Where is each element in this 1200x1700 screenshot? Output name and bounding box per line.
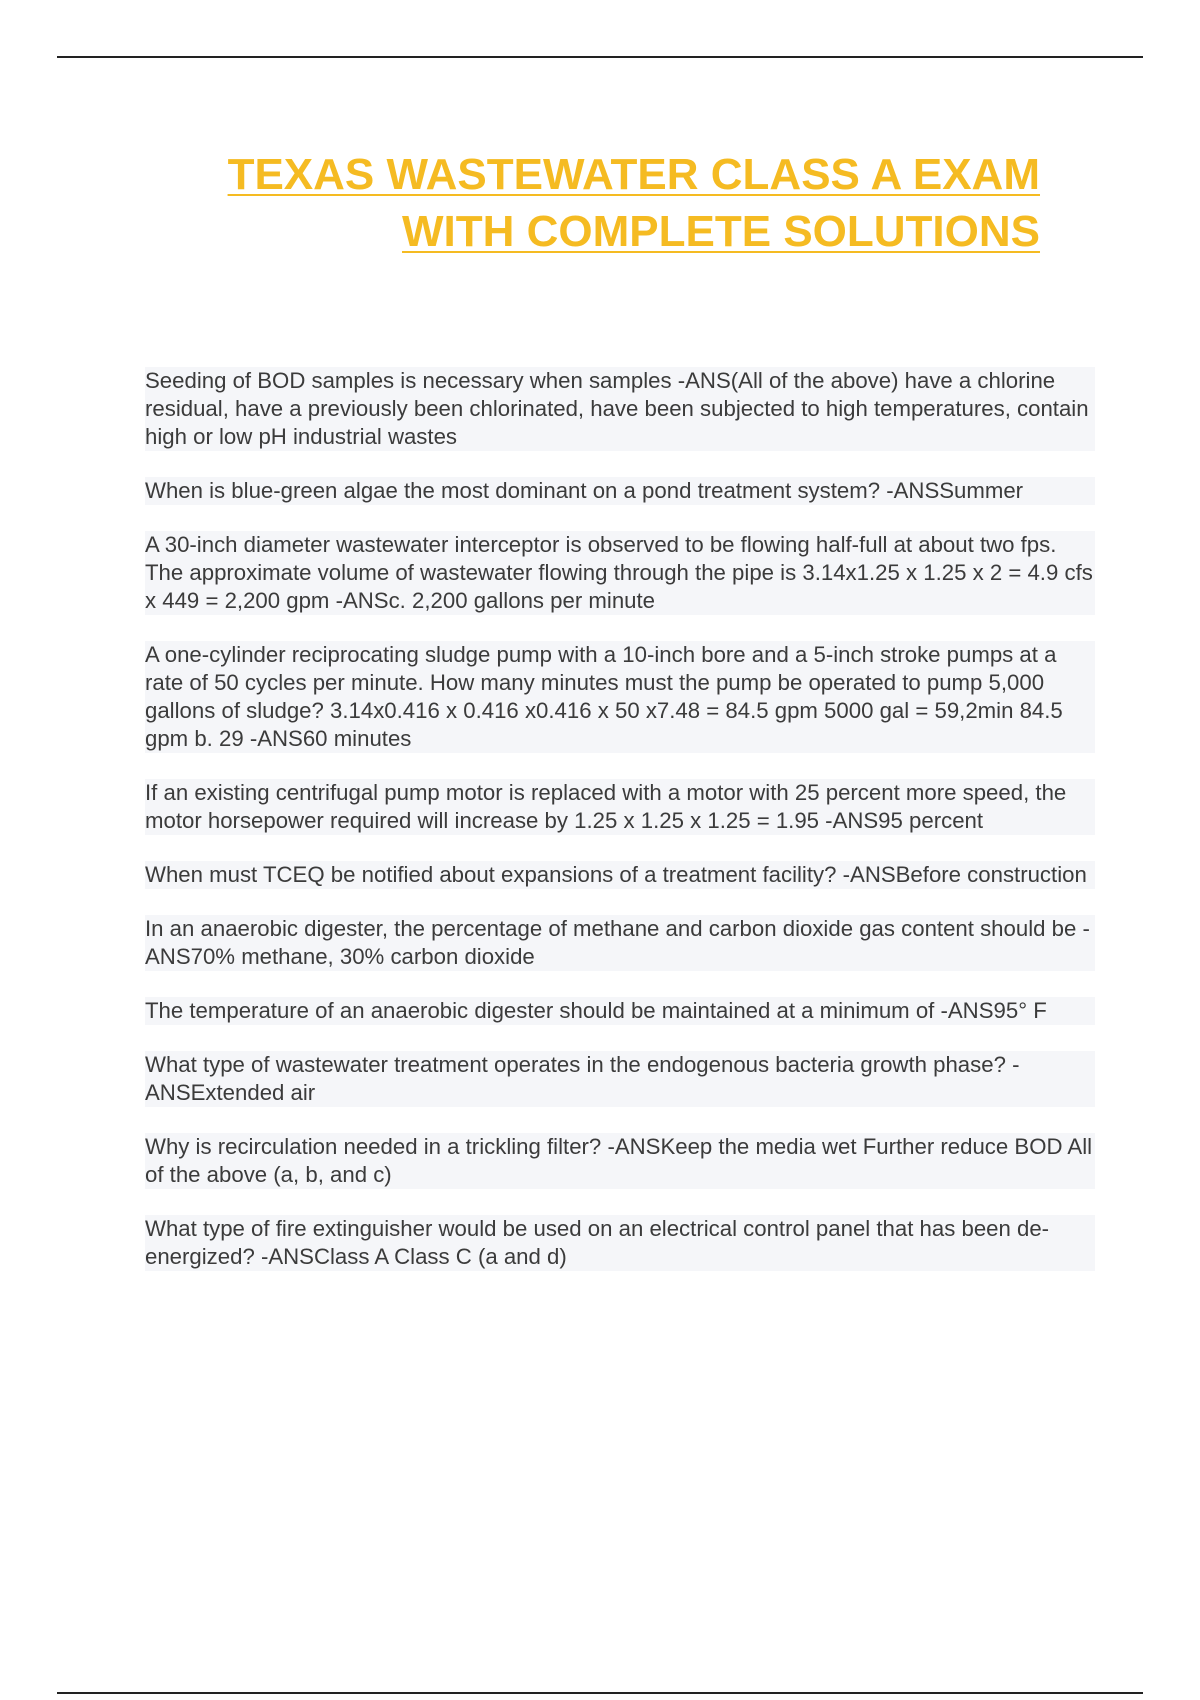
qa-item-8: The temperature of an anaerobic digester should be maintained at a minimum of -ANS95° F [145, 997, 1095, 1025]
qa-item-4: A one-cylinder reciprocating sludge pump with a 10-inch bore and a 5-inch stroke pumps at a rate of 50 cycles per minute. How many minutes must the pump be operated to pump 5,000 gallons of sludge? 3.14x0.416 x 0.416 x0.416 x 50 x7.48 = 84.5 gpm 5000 gal = 59,2min 84.5 gpm b. 29 -ANS60 minutes [145, 641, 1095, 753]
qa-item-10: Why is recirculation needed in a trickling filter? -ANSKeep the media wet Further reduce BOD All of the above (a, b, and c) [145, 1133, 1095, 1189]
header-rule [57, 56, 1143, 58]
qa-item-3: A 30-inch diameter wastewater interceptor is observed to be flowing half-full at about two fps. The approximate volume of wastewater flowing through the pipe is 3.14x1.25 x 1.25 x 2 = 4.9 cfs x 449 = 2,200 gpm -ANSc. 2,200 gallons per minute [145, 531, 1095, 615]
qa-item-11: What type of fire extinguisher would be used on an electrical control panel that has been de-energized? -ANSClass A Class C (a and d) [145, 1215, 1095, 1271]
title-line-1: TEXAS WASTEWATER CLASS A EXAM [227, 150, 1040, 199]
title-line-2: WITH COMPLETE SOLUTIONS [402, 207, 1040, 256]
qa-item-9: What type of wastewater treatment operates in the endogenous bacteria growth phase? -ANSExtended air [145, 1051, 1095, 1107]
document-title [146, 146, 1040, 260]
footer-rule [57, 1692, 1143, 1694]
qa-list [145, 367, 1095, 1297]
qa-item-7: In an anaerobic digester, the percentage of methane and carbon dioxide gas content should be -ANS70% methane, 30% carbon dioxide [145, 915, 1095, 971]
qa-item-5: If an existing centrifugal pump motor is replaced with a motor with 25 percent more speed, the motor horsepower required will increase by 1.25 x 1.25 x 1.25 = 1.95 -ANS95 percent [145, 779, 1095, 835]
qa-item-1: Seeding of BOD samples is necessary when samples -ANS(All of the above) have a chlorine residual, have a previously been chlorinated, have been subjected to high temperatures, contain high or low pH industrial wastes [145, 367, 1095, 451]
qa-item-6: When must TCEQ be notified about expansions of a treatment facility? -ANSBefore construction [145, 861, 1095, 889]
qa-item-2: When is blue-green algae the most dominant on a pond treatment system? -ANSSummer [145, 477, 1095, 505]
